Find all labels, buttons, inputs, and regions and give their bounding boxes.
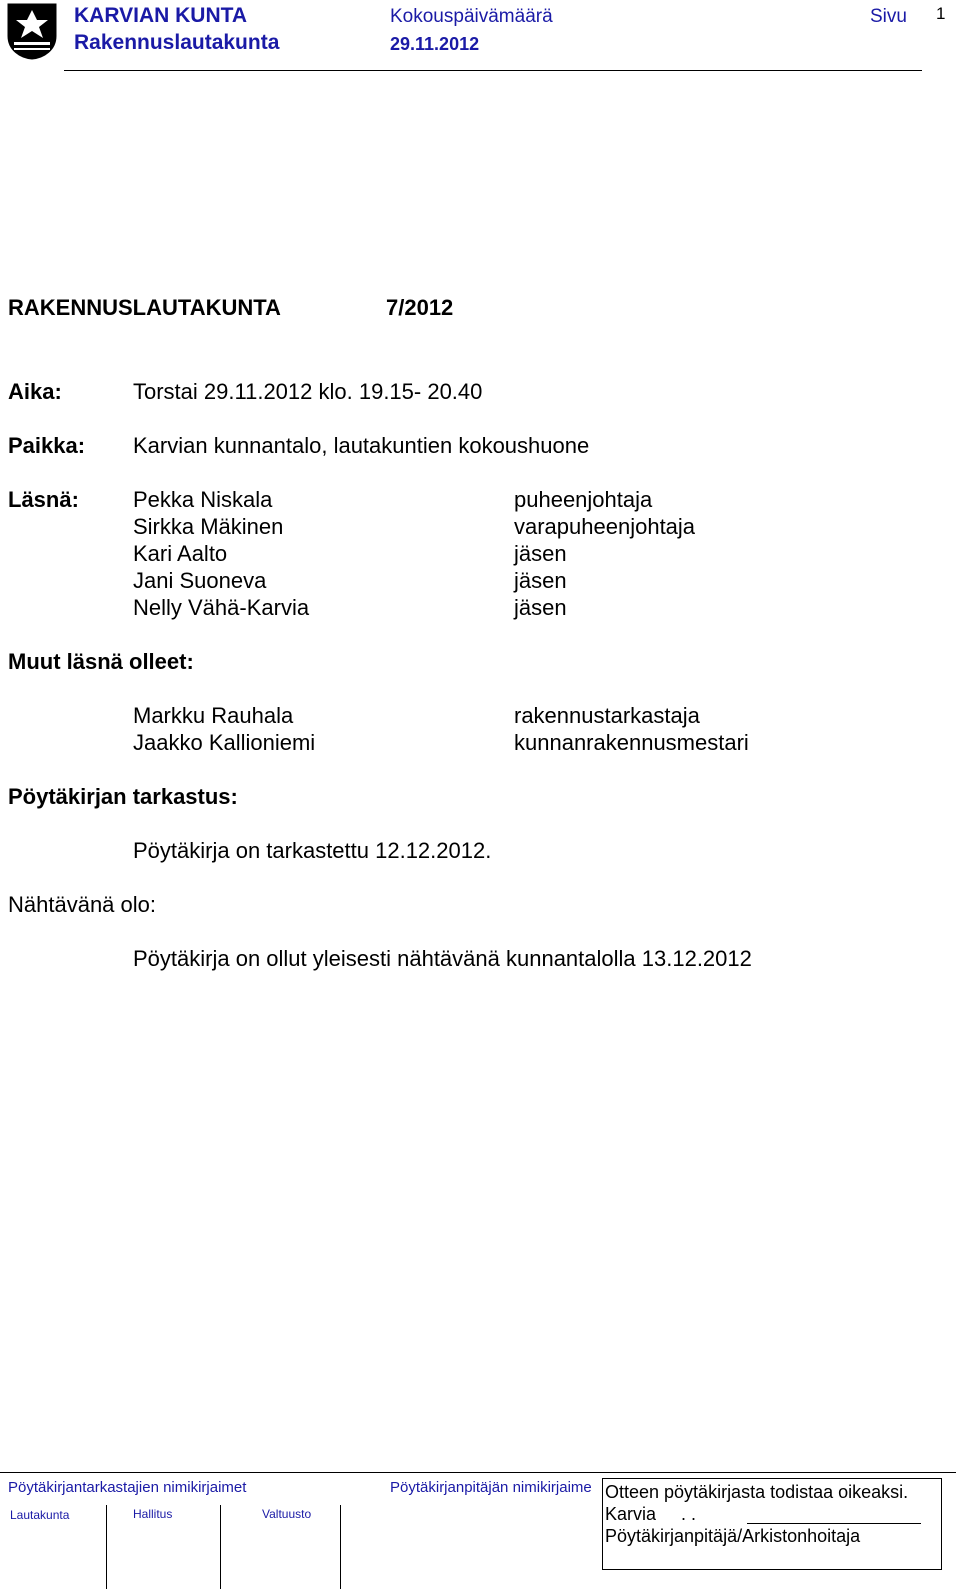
certify-date-dots: . . bbox=[681, 1504, 697, 1524]
date-value: 29.11.2012 bbox=[390, 34, 480, 54]
footer-col-valtuusto: Valtuusto bbox=[262, 1507, 312, 1521]
member-name: Kari Aalto bbox=[133, 541, 228, 566]
member-name: Sirkka Mäkinen bbox=[133, 514, 284, 539]
page-number: 1 bbox=[936, 4, 946, 23]
footer-divider bbox=[106, 1505, 107, 1589]
member-role: jäsen bbox=[514, 541, 567, 566]
footer-divider bbox=[340, 1505, 341, 1589]
member-role: jäsen bbox=[514, 595, 567, 620]
footer-rule bbox=[0, 1472, 956, 1473]
member-name: Pekka Niskala bbox=[133, 487, 273, 512]
other-role: rakennustarkastaja bbox=[514, 703, 700, 728]
certify-signer: Pöytäkirjanpitäjä/Arkistonhoitaja bbox=[605, 1526, 861, 1546]
certify-place-line bbox=[605, 1503, 941, 1525]
other-name: Jaakko Kallioniemi bbox=[133, 730, 316, 755]
member-name: Jani Suoneva bbox=[133, 568, 267, 593]
display-value: Pöytäkirja on ollut yleisesti nähtävänä kunnantalolla 13.12.2012 bbox=[133, 946, 752, 971]
footer-divider bbox=[220, 1505, 221, 1589]
place-label: Paikka: bbox=[8, 433, 86, 458]
review-label: Pöytäkirjan tarkastus: bbox=[8, 784, 238, 809]
member-role: jäsen bbox=[514, 568, 567, 593]
certify-place: Karvia bbox=[605, 1504, 657, 1524]
reviewers-initials-label: Pöytäkirjantarkastajien nimikirjaimet bbox=[8, 1479, 247, 1496]
member-role: puheenjohtaja bbox=[514, 487, 653, 512]
signature-line bbox=[747, 1523, 921, 1524]
municipality-name: KARVIAN KUNTA bbox=[74, 4, 248, 27]
keeper-initials-label: Pöytäkirjanpitäjän nimikirjaime bbox=[390, 1479, 592, 1496]
footer-col-hallitus: Hallitus bbox=[133, 1507, 173, 1521]
place-value: Karvian kunnantalo, lautakuntien kokoushuone bbox=[133, 433, 590, 458]
certification-box bbox=[602, 1478, 942, 1570]
present-label: Läsnä: bbox=[8, 487, 79, 512]
page-label: Sivu bbox=[870, 6, 907, 27]
date-label: Kokouspäivämäärä bbox=[390, 6, 553, 27]
others-label: Muut läsnä olleet: bbox=[8, 649, 194, 674]
time-value: Torstai 29.11.2012 klo. 19.15- 20.40 bbox=[133, 379, 483, 404]
member-role: varapuheenjohtaja bbox=[514, 514, 696, 539]
time-label: Aika: bbox=[8, 379, 62, 404]
meeting-number: 7/2012 bbox=[386, 295, 454, 320]
coat-of-arms-logo bbox=[6, 2, 58, 60]
member-name: Nelly Vähä-Karvia bbox=[133, 595, 310, 620]
display-label: Nähtävänä olo: bbox=[8, 892, 156, 917]
other-name: Markku Rauhala bbox=[133, 703, 294, 728]
document-title: RAKENNUSLAUTAKUNTA bbox=[8, 295, 281, 320]
footer-col-lautakunta: Lautakunta bbox=[10, 1508, 70, 1522]
certify-statement: Otteen pöytäkirjasta todistaa oikeaksi. bbox=[605, 1482, 909, 1502]
other-role: kunnanrakennusmestari bbox=[514, 730, 749, 755]
header-rule bbox=[64, 70, 922, 71]
board-name: Rakennuslautakunta bbox=[74, 31, 280, 54]
review-value: Pöytäkirja on tarkastettu 12.12.2012. bbox=[133, 838, 492, 863]
